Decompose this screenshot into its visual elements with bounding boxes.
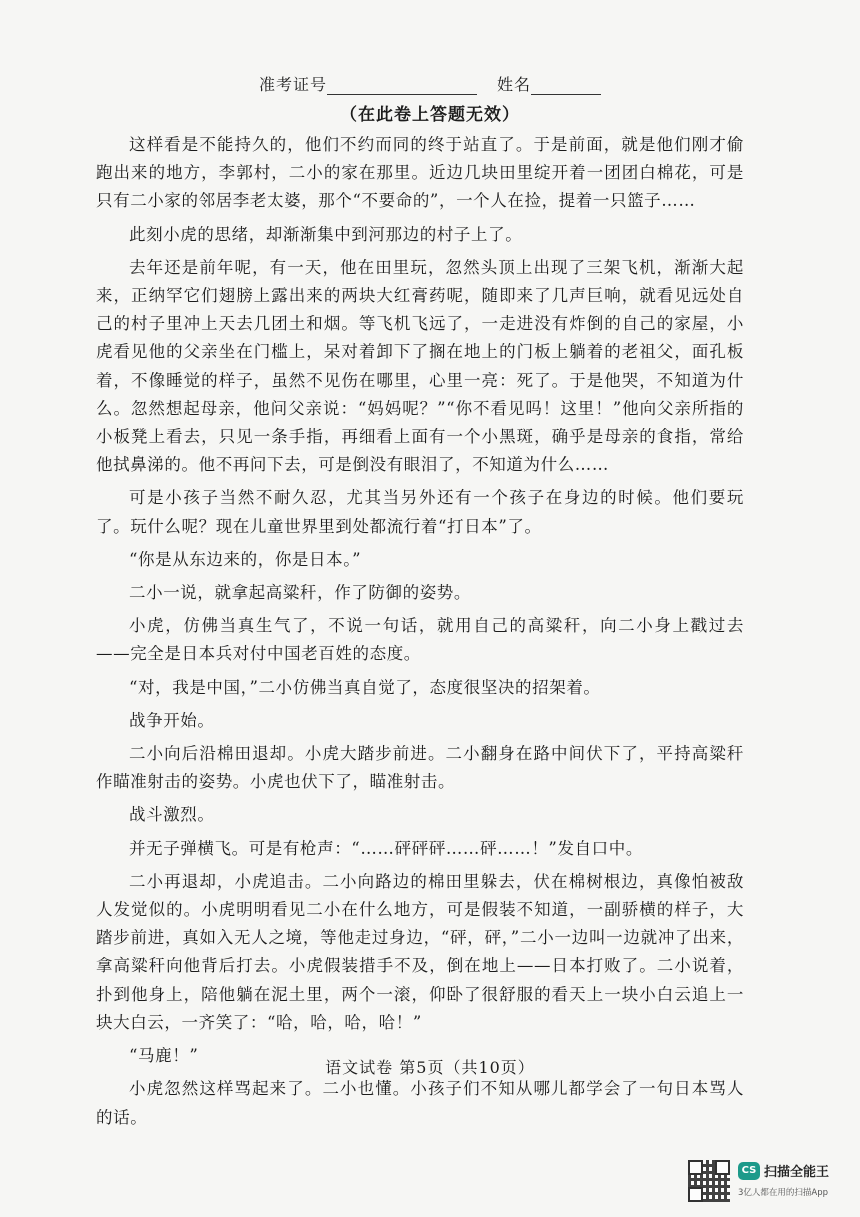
paragraph: 战斗激烈。 — [129, 805, 215, 825]
paragraph: “对，我是中国，”二小仿佛当真自觉了，态度很坚决的招架着。 — [129, 677, 601, 697]
paragraph: 此刻小虎的思绪，却渐渐集中到河那边的村子上了。 — [129, 224, 523, 244]
paragraph: 可是小孩子当然不耐久忍，尤其当另外还有一个孩子在身边的时候。他们要玩了。玩什么呢？现在儿童世界里到处都流行着“打日本”了。 — [96, 488, 744, 536]
paragraph: 这样看是不能持久的，他们不约而同的终于站直了。于是前面，就是他们刚才偷跑出来的地方，李郭村，二小的家在那里。近边几块田里绽开着一团团白棉花，可是只有二小家的邻居李老太婆，那个“不要命的”，一个人在捡，提着一只篮子…… — [96, 135, 744, 211]
page-footer: 语文试卷 第5页（共10页） — [325, 1058, 535, 1077]
candidate-info-line — [0, 72, 860, 95]
qr-code-icon — [688, 1160, 730, 1202]
invalid-answer-notice: （在此卷上答题无效） — [340, 105, 520, 125]
paragraph: 小虎，仿佛当真生气了，不说一句话，就用自己的高粱秆，向二小身上戳过去——完全是日本兵对付中国老百姓的态度。 — [96, 616, 744, 664]
paragraph: “马鹿！” — [129, 1046, 199, 1066]
scanner-tagline: 3亿人都在用的扫描App — [738, 1188, 829, 1198]
paragraph: 二小一说，就拿起高粱秆，作了防御的姿势。 — [129, 583, 471, 603]
scanner-watermark — [688, 1158, 848, 1208]
name-label: 姓名 — [497, 75, 532, 94]
paragraph: 二小再退却，小虎追击。二小向路边的棉田里躲去，伏在棉树根边，真像怕被敌人发觉似的。小虎明明看见二小在什么地方，可是假装不知道，一副骄横的样子，大踏步前进，真如入无人之境，等他走过身边，“砰，砰，”二小一边叫一边就冲了出来，拿高粱秆向他背后打去。小虎假装措手不及，倒在地上——日本打败了。二小说着，扑到他身上，陪他躺在泥土里，两个一滚，仰卧了很舒服的看天上一块小白云追上一块大白云，一齐笑了：“哈，哈，哈，哈！” — [96, 871, 744, 1032]
passage-body — [96, 131, 744, 1137]
name-blank — [531, 80, 601, 95]
paragraph: 并无子弹横飞。可是有枪声：“……砰砰砰……砰……！”发自口中。 — [129, 838, 643, 858]
paragraph: 二小向后沿棉田退却。小虎大踏步前进。二小翻身在路中间伏下了，平持高粱秆作瞄准射击的姿势。小虎也伏下了，瞄准射击。 — [96, 744, 744, 792]
scanner-app-name: 扫描全能王 — [764, 1165, 830, 1180]
paragraph: 去年还是前年呢，有一天，他在田里玩，忽然头顶上出现了三架飞机，渐渐大起来，正纳罕它们翅膀上露出来的两块大红膏药呢，随即来了几声巨响，就看见远处自己的村子里冲上天去几团土和烟。等飞机飞远了，一走进没有炸倒的自己的家屋，小虎看见他的父亲坐在门槛上，呆对着卸下了搁在地上的门板上躺着的老祖父，面孔板着，不像睡觉的样子，虽然不见伤在哪里，心里一亮：死了。于是他哭，不知道为什么。忽然想起母亲，他问父亲说：“妈妈呢？”“你不看见吗！这里！”他向父亲所指的小板凳上看去，只见一条手指，再细看上面有一个小黑斑，确乎是母亲的食指，常给他拭鼻涕的。他不再问下去，可是倒没有眼泪了，不知道为什么…… — [96, 257, 744, 475]
paragraph: 战争开始。 — [129, 710, 215, 730]
paragraph: 小虎忽然这样骂起来了。二小也懂。小孩子们不知从哪儿都学会了一句日本骂人的话。 — [96, 1079, 744, 1127]
camscanner-logo-icon: CS — [738, 1162, 760, 1180]
paragraph: “你是从东边来的，你是日本。” — [129, 549, 362, 569]
ticket-number-blank — [327, 80, 477, 95]
ticket-number-label: 准考证号 — [258, 75, 327, 94]
